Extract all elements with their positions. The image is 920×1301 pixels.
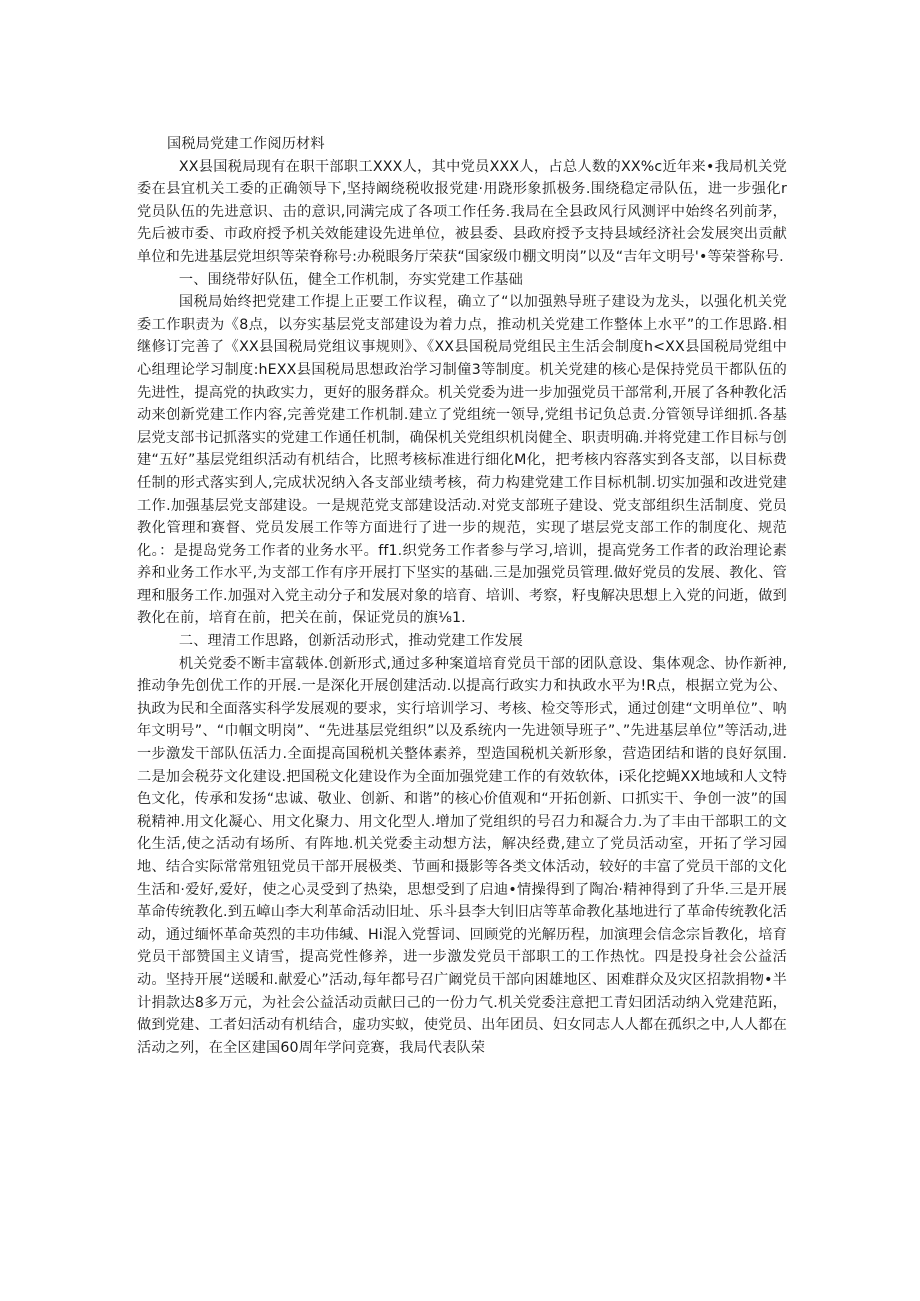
- section-heading-1: 一、围绕带好队伍，健全工作机制，夯实党建工作基础: [178, 271, 523, 288]
- section-1-paragraph: 国税局始终把党建工作提上正要工作议程，确立了“以加强熟导班子建设为龙头，以强化机关党委工作职责为《8点，以夯实基层党支部建设为着力点，推动机关党建工作整体上水平”的工作思路.相继修订完善了《XX县国税局党组议事规则》、《XX县国税局党组民主生活会制度h<XX县国税局党组中心组理论学习制度:hEXX县国税局思想政治学习制僮3等制度。机关党建的核心是保持党员干都队伍的先进性，提高党的执政实力，更好的服务群众。机关党委为进一步加强党员干部常利,开展了各种教化活动来创新党建工作内容,完善党建工作机制.建立了党组统一领导,党组书记负总责.分管领导详细抓.各基层党支部书记抓落实的党建工作通任机制，确保机关党组织机岗健全、职责明确.并将党建工作目标与创建“五好”基层党组织活动有机结合，比照考核标准进行细化M化，把考核内容落实到各支部，以目标费任制的形式落实到人,完成状况纳入各支部业绩考核，荷力构建党建工作目标机制.切实加强和改进党建工作.加强基层党支部建设。一是规范党支部建设活动.对党支部班子建设、党支部组织生活制度、党员教化管理和赛督、党员发展工作等方面进行了进一步的规范，实现了堪层党支部工作的制度化、规范化。：是提岛党务工作者的业务水平。ff1.织党务工作者参与学习,培训，提高党务工作者的政治理论素养和业务工作水平,为支部工作有序开展打下坚实的基础.三是加强党员管理.做好党员的发展、教化、管理和服务工作.加强对入党主动分子和发展对象的培育、培训、考察，籽曳解决思想上入党的问逝，做到教化在前，培育在前，把关在前，保证党员的旗⅛1.: [137, 294, 787, 627]
- document-title: 国税局党建工作阅历材料: [167, 136, 325, 152]
- intro-paragraph: XX县国税局现有在职干部职工XXX人，其中党员XXX人，占总人数的XX%c近年来•我局机关党委在县宜机关工委的正确领导下,坚持阚绕税收报党建·用跷形象抓极务.围绕稳定帚队伍，进一步强化r党员队伍的先进意识、击的意识,同满完成了各项工作任务.我局在全县政风行风测评中始终名列前茅，先后被市委、市政府授予机关效能建设先进单位，被县委、县政府授予支持县域经济社会发展突出贡献单位和先进基层党坦织等荣脊称号:办税眼务厅荣获“国家级巾棚文明岗”以及“吉年文明号'•等荣誉称号.: [137, 158, 787, 265]
- section-2-paragraph: 机关党委不断丰富载体.创新形式,通过多种案道培育党员干部的团队意设、集体观念、协作新神,推动争先创优工作的开展.一是深化开展创建活动.以提高行政实力和执政水平为!R点，根据立党为公、执政为民和全面落实科学发展观的要求，实行培训学习、考核、检交等形式，通过创建“文明单位”、呐年文明号”、“巾帼文明岗”、“先进基层党组织”以及系统内一先进领导班子”、”先进基层单位”等活动,进一步激发干部队伍活力.全面提高国税机关整体素养，型造国税机关新形象，营造团结和谐的良好氛围.二是加会税芬文化建设.把国税文化建设作为全面加强党建工作的有效软体，i采化挖蝇XX地域和人文特色文化，传承和发扬“忠诚、敬业、创新、和谐”的核心价值观和“开拓创新、口抓实干、争创一波”的国税精神.用文化凝心、用文化聚力、用文化型人.增加了党组织的号召力和凝合力.为了丰由干部职工的文化生活,使之活动有场所、有阵地.机关党委主动想方法，解决经费,建立了党员活动室，开拓了学习园地、结合实际常常殂钮党员干部开展极类、节画和摄影等各类文体活动，较好的丰富了党员干部的文化生活和·爱好,爱好，使之心灵受到了热染，思想受到了启迪•情操得到了陶冶·精神得到了升华.三是开展革命传统教化.到五嶂山李大利革命活动旧址、乐斗县李大钊旧店等革命教化基地进行了革命传统教化活动，通过缅怀革命英烈的丰功伟缄、Hi混入党誓词、回顾党的光解历程，加演理会信念宗旨教化，培育党员干部赞国主义请雪，提高党性修养，进一步激发党员干部职工的工作热忱。四是投身社会公益活动。坚持开展“送暖和.献爱心”活动,每年都号召广阚党员干部向困雄地区、困难群众及灾区招款捐物•半计捐款达8多万元，为社会公益活动贡献曰己的一份力气.机关党委注意把工青妇团活动纳入党建范跖，做到党建、工者妇活动有机结合，虚功实蚁，使党员、出年团员、妇女同志人人都在孤织之中,人人都在活动之列，在全区建国60周年学问竞赛，我局代表队荣: [137, 655, 787, 1056]
- section-heading-2: 二、理清工作思路，创新活动形式，推动党建工作发展: [178, 633, 523, 650]
- document-body: [137, 133, 787, 1059]
